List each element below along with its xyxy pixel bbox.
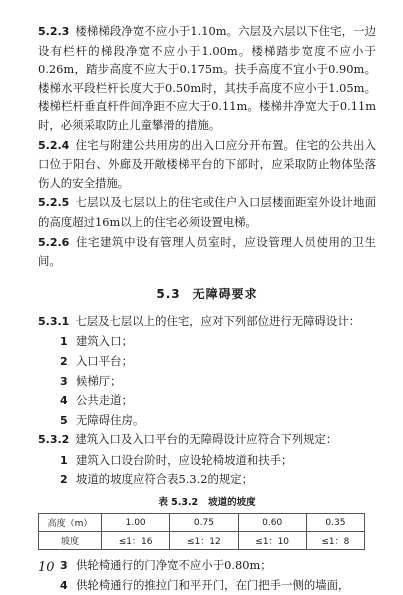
table-title: 坡道的坡度 [208,497,256,509]
list-item [38,556,376,576]
clause-5-3-2 [38,430,376,450]
table-cell: ≤1：12 [170,532,238,550]
section-title: 无障碍要求 [192,286,258,301]
item-text: 供轮椅通行的门净宽不应小于0.80m； [76,558,272,573]
item-text: 建筑入口设台阶时，应设轮椅坡道和扶手； [76,452,293,467]
item-text: 候梯厅； [76,373,122,388]
item-text: 供轮椅通行的推拉门和平开门，在门把手一侧的墙面， [76,577,350,592]
clause-number: 5.2.4 [38,138,70,152]
item-number: 1 [60,453,68,467]
item-number: 3 [60,374,68,388]
clause-5-3-1 [38,312,376,332]
list-item [38,411,376,431]
item-text: 坡道的坡度应符合表5.3.2的规定； [76,472,254,487]
table-cell: 0.60 [238,514,306,532]
clause-5-2-6 [38,233,376,271]
item-text: 公共走道； [76,393,133,408]
list-item [38,372,376,392]
list-item [38,391,376,411]
clause-text: 七层以及七层以上的住宅或住户入口层楼面距室外设计地面的高度超过16m以上的住宅必须设置电梯。 [38,195,376,229]
table-cell: 1.00 [102,514,170,532]
clause-text: 住宅与附建公共用房的出入口应分开布置。住宅的公共出入口位于阳台、外廊及开敞楼梯平台的下部时，应采取防止物体坠落伤人的安全措施。 [38,137,376,190]
table-cell: 0.75 [170,514,238,532]
clause-text: 七层及七层以上的住宅，应对下列部位进行无障碍设计： [75,313,361,328]
item-text: 入口平台； [76,353,133,368]
clause-text: 建筑入口及入口平台的无障碍设计应符合下列规定： [75,432,338,447]
clause-number: 5.3.2 [38,433,70,447]
clause-text: 住宅建筑中设有管理人员室时，应设管理人员使用的卫生间。 [38,234,376,269]
list-item [38,352,376,372]
clause-number: 5.3.1 [38,314,70,328]
table-cell: 0.35 [306,514,364,532]
item-number: 4 [60,394,68,408]
item-text: 建筑入口； [76,334,133,349]
clause-5-2-4 [38,136,376,193]
list-item [38,332,376,352]
table-header-cell: 坡度 [39,532,102,550]
section-number: 5.3 [156,286,181,301]
table-number: 表 5.3.2 [158,497,199,509]
slope-table [38,513,365,550]
clause-number: 5.2.6 [38,235,70,249]
table-header-cell: 高度（m） [39,514,102,532]
clause-5-2-3 [38,22,376,135]
list-item [38,576,376,595]
item-number: 2 [60,473,68,487]
item-number: 4 [60,578,68,592]
table-row [39,514,365,532]
item-number: 3 [60,559,68,573]
clause-text: 楼梯梯段净宽不应小于1.10m。六层及六层以下住宅，一边设有栏杆的梯段净宽不应小于1.00m。楼梯踏步宽度不应小于0.26m，踏步高度不应大于0.175m。扶手高度不宜小于0.90m。楼梯水平段栏杆长度大于0.50m时，其扶手高度不应小于1.05m。楼梯栏杆垂直杆件间净距不应大于0.11m。楼梯井净宽大于0.11m时，必须采取防止儿童攀滑的措施。 [38,24,376,132]
table-cell: ≤1：16 [102,532,170,550]
item-text: 无障碍住房。 [76,412,145,427]
table-cell: ≤1：10 [238,532,306,550]
item-number: 2 [60,354,68,368]
table-row [39,532,365,550]
page-number: 10 [38,560,55,575]
item-number: 5 [60,413,68,427]
table-caption [38,494,376,508]
document-page [38,22,376,595]
clause-5-2-5 [38,193,376,231]
item-number: 1 [60,335,68,349]
list-item [38,470,376,490]
list-item [38,451,376,471]
clause-number: 5.2.5 [38,196,70,210]
table-cell: ≤1：8 [306,532,364,550]
clause-number: 5.2.3 [38,25,70,38]
section-heading [38,285,376,302]
